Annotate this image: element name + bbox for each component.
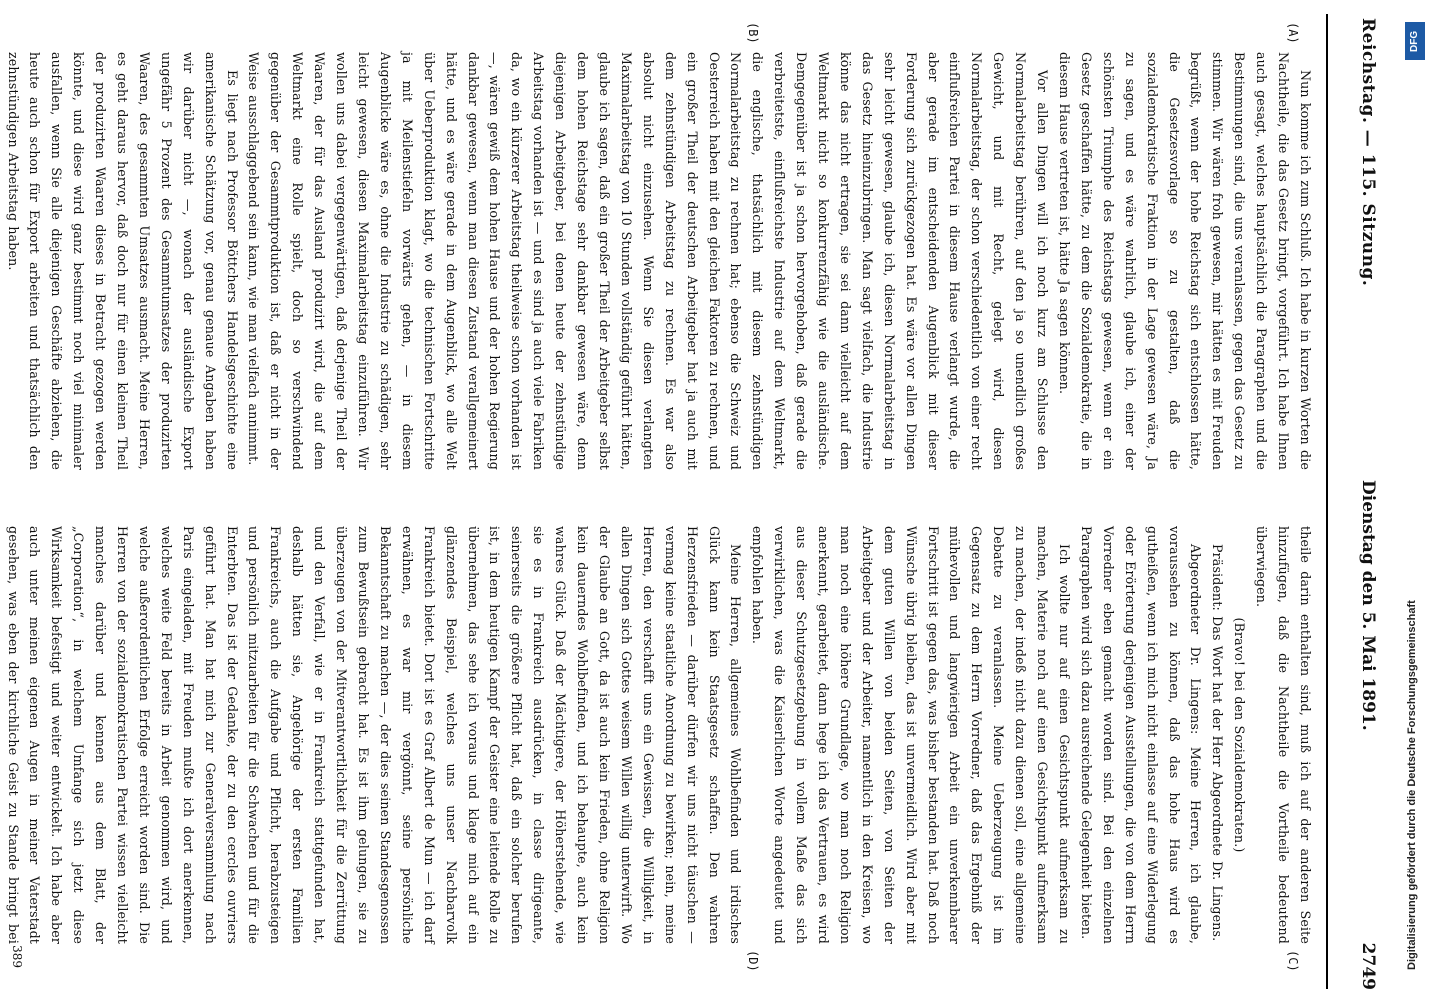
paragraph: theile darin enthalten sind, muß ich auf der anderen Seite hinzufügen, daß die Nachtheile die Vortheile bedeutend überwiegen.: [1254, 526, 1313, 944]
page-header: [1322, 0, 1392, 1000]
margin-mark-d: (D): [746, 950, 760, 972]
speaker-paragraph: Abgeordneter Dr. Lingens: Meine Herren, ich glaube, voraussehen zu können, daß das hohe Haus wird es gutheißen, wenn ich mich nicht einlasse auf eine Widerlegung oder Erörterung derjenigen Ausstellungen, die von dem Herrn Vorredner eben gemacht worden sind. Bei den einzelnen Paragraphen wird sich dazu ausreichende Gelegenheit bieten.: [1078, 526, 1204, 944]
dfg-logo: DFG: [1405, 22, 1425, 60]
header-session: Reichstag. — 115. Sitzung.: [1358, 18, 1378, 287]
page-number: 2749: [1358, 942, 1378, 990]
margin-mark-b: (B): [746, 22, 760, 44]
paragraph: Ich wollte nur auf einen Gesichtspunkt aufmerksam zu machen, Materie noch auf einen Gesichtspunkt aufmerksam zu machen, der indeß nicht dazu dienen soll, eine allgemeine Debatte zu veranlassen. Meine Ueberzeugung ist im Gegensatz zu dem Herrn Vorredner, daß das Ergebniß der mühevollen und langwierigen Arbeit ein unverkennbarer Fortschritt ist gegen das, was bisher bestanden hat. Daß noch Wünsche übrig bleiben, das ist unvermeidlich. Wird aber mit dem guten Willen von beiden Seiten, von Seiten der Arbeitgeber und der Arbeiter, namentlich in den Kreisen, wo man noch eine höhere Grundlage, wo man noch Religion anerkennt, gearbeitet, dann hege ich das Vertrauen, es wird aus dieser Schutzgesetzgebung in vollem Maße das sich verwirklichen, was die Kaiserlichen Worte angedeutet und empfohlen haben.: [750, 526, 1073, 944]
paragraph: Vor allen Dingen will ich noch kurz am Schlusse den Normalarbeitstag berühren, auf den ja so unendlich großes Gewicht, und mit Recht, gelegt wird, diesen Normalarbeitstag, der schon verschiedentlich von einer recht einflußreichen Partei in diesem Hause verlangt wurde, die aber gerade im entscheidenden Augenblick mit dieser Forderung sich zurückgezogen hat. Es wäre vor allen Dingen sehr leicht gewesen, glaube ich, diesen Normalarbeitstag in das Gesetz hineinzubringen. Man sagt vielfach, die Industrie könne das nicht ertragen, sie sei dann vielleicht auf dem Weltmarkt nicht so konkurrenzfähig wie die ausländische. Demgegenüber ist ja schon hervorgehoben, daß gerade die verbreitetste, einflußreichste Industrie auf dem Weltmarkt, die englische, thatsächlich mit diesem zehnstündigen Normalarbeitstag zu rechnen hat; ebenso die Schweiz und Oesterreich haben mit den gleichen Faktoren zu rechnen, und ein großer Theil der deutschen Arbeitgeber hat ja auch mit dem zehnstündigen Arbeitstag zu rechnen. Es war also absolut nicht einzusehen. Wenn Sie diesen verlangten Maximalarbeitstag von 10 Stunden vollständig geführt hätten, glaube ich sagen, daß ein großer Theil der Arbeitgeber selbst dem hohen Reichstage sehr dankbar gewesen wäre, denn diejenigen Arbeitgeber, bei denen heute der zehnstündige Arbeitstag vorhanden ist — und es sind ja auch viele Fabriken da, wo ein kürzerer Arbeitstag theilweise schon vorhanden ist —, wären gewiß dem hohen Hause und der hohen Regierung dankbar gewesen, wenn man diesen Zustand verallgemeinert hätte, und es wäre gerade in dem Augenblick, wo alle Welt über Ueberproduktion klagt, wo die technischen Fortschritte ja mit Meilenstiefeln vorwärts gehen, — in diesem Augenblicke wäre es, ohne die Industrie zu schädigen, sehr leicht gewesen, diesen Maximalarbeitstag einzuführen. Wir wollen uns dabei vergegenwärtigen, daß derjenige Theil der Waaren, der für das Ausland produzirt wird, die auf dem Weltmarkt eine Rolle spielt, doch so verschwindend gegenüber der Gesammtproduktion ist, daß er nicht in der Weise ausschlaggebend sein kann, wie man vielfach annimmt.: [246, 52, 1051, 470]
paragraph: Nun komme ich zum Schluß. Ich habe in kurzen Worten die Nachtheile, die das Gesetz bringt, vorgeführt. Ich habe Ihnen auch gesagt, welches hauptsächlich die Paragraphen und die Bestimmungen sind, die uns veranlassen, gegen das Gesetz zu stimmen. Wir wären froh gewesen, mir hätten es mit Freuden begrüßt, wenn der hohe Reichstag sich entschlossen hätte, die Gesetzesvorlage so zu gestalten, daß die sozialdemokratische Fraktion in der Lage gewesen wäre, Ja zu sagen, und es wäre wahrlich, glaube ich, einer der schönsten Triumphe des Reichstags gewesen, wenn er ein Gesetz geschaffen hätte, zu dem die Sozialdemokratie, die in diesem Hause vertreten ist, hätte Ja sagen können.: [1057, 52, 1313, 470]
text-column-left: [5, 52, 1316, 470]
signature-number: 389: [10, 945, 24, 968]
speaker-paragraph: Präsident: Das Wort hat der Herr Abgeordnete Dr. Lingens.: [1210, 544, 1226, 942]
dfg-sidebar: [1402, 14, 1430, 986]
margin-mark-c: (C): [1286, 950, 1300, 972]
paragraph: Es liegt nach Professor Böttchers Handelsgeschichte eine amerikanische Schätzung vor, genau genaue Angaben haben wir darüber nicht —, wonach der ausländische Export ungefähr 5 Prozent des Gesammtumsatzes der produzirten Waaren, des gesammten Umsatzes ausmacht. Meine Herren, es geht daraus hervor, daß doch nur für einen kleinen Theil der produzirten Waaren dieses in Betracht gezogen werden könnte, und diese wird ganz bestimmt noch viel minimaler ausfallen, wenn Sie alle diejenigen Geschäfte abziehen, die heute auch schon für Export arbeiten und thatsächlich den zehnstündigen Arbeitstag haben.: [5, 52, 240, 470]
header-date: Dienstag den 5. Mai 1891.: [1358, 480, 1378, 731]
dfg-caption: Digitalisierung gefördert durch die Deutsche Forschungsgemeinschaft: [1406, 600, 1418, 970]
header-rule: [1326, 14, 1328, 989]
paragraph: Meine Herren, allgemeines Wohlbefinden und irdisches Glück kann kein Staatsgesetz schaffen. Den wahren Herzensfrieden — darüber dürfen wir uns nicht täuschen — vermag keine staatliche Anordnung zu bewirken; nein, meine Herren, den verschafft uns ein Gewissen, die Willigkeit, in allen Dingen sich Gottes weisem Willen willig unterwirft. Wo der Glaube an Gott, da ist auch kein Frieden, ohne Religion kein dauerndes Wohlbefinden, und ich behaupte, auch kein wahres Glück. Daß der Mächtigere, der Höherstehende, wie sie es in Frankreich ausdrücken, in classe dirigeante, seinerseits die größere Pflicht hat, daß ein solcher berufen ist, in dem heutigen Kampf der Geister eine leitende Rolle zu übernehmen, das sehe ich voraus und klage mich auf ein glänzendes Beispiel, welches uns unser Nachbarvolk Frankreich bietet. Dort ist es Graf Albert de Mun — ich darf erwähnen, es war mir vergönnt, seine persönliche Bekanntschaft zu machen —, der dies seinen Standesgenossen zum Bewußtsein gebracht hat. Es ist ihm gelungen, sie zu überzeugen von der Mitverantwortlichkeit für die Zerrüttung und den Verfall, wie er in Frankreich stattgefunden hat, deshalb hätten sie, Angehörige der ersten Familien Frankreichs, auch die Aufgabe und Pflicht, herabzusteigen und persönlich mitzuarbeiten für die Schwachen und für die Enterbten. Das ist der Gedanke, der zu den cercles ouvriers geführt hat. Man hat mich zur Generalversammlung nach Paris eingeladen, mit Freuden mußte ich dort anerkennen, welches weite Feld bereits in Arbeit genommen wird, und welche außerordentlichen Erfolge erreicht worden sind. Die Herren von der sozialdemokratischen Partei wissen vielleicht manches darüber und kennen aus dem Blatt, der „Corporation“, in welchem Umfange sich jetzt diese Wirksamkeit befestigt und weiter entwickelt. Ich habe aber auch unter meinen eigenen Augen in meiner Vaterstadt gesehen, was eben der kirchliche Geist zu Stande bringt bei: [5, 526, 744, 944]
margin-mark-a: (A): [1286, 22, 1300, 44]
interjection: (Bravo! bei den Sozialdemokraten.): [1232, 617, 1248, 853]
text-column-right: [5, 526, 1316, 944]
paragraph: [0, 52, 2, 470]
